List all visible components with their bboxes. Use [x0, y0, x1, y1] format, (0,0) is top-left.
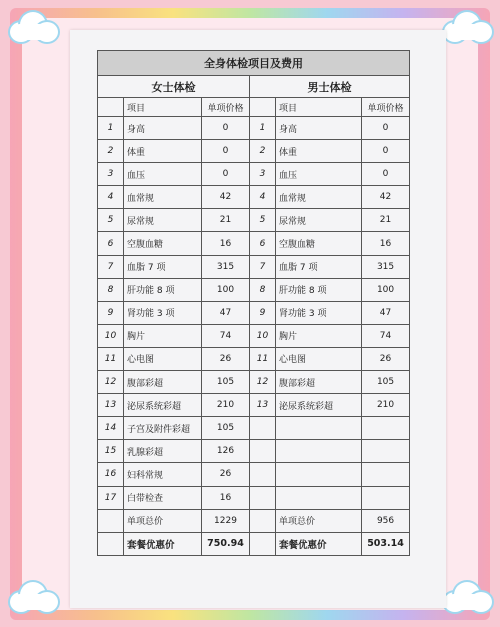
- men-total-spacer: [250, 509, 276, 532]
- women-item-header: 项目: [124, 98, 202, 117]
- women-row-item: 血脂 7 项: [124, 255, 202, 278]
- men-section-title: 男士体检: [250, 76, 410, 98]
- women-price-header: 单项价格: [202, 98, 250, 117]
- table-row: [98, 301, 410, 324]
- women-row-price: 47: [202, 301, 250, 324]
- women-row-number: 9: [98, 301, 124, 324]
- table-row: [98, 117, 410, 140]
- women-row-number: 1: [98, 117, 124, 140]
- women-row-price: 74: [202, 324, 250, 347]
- women-no-header: [98, 98, 124, 117]
- men-row-price: 26: [362, 347, 410, 370]
- men-package-spacer: [250, 532, 276, 555]
- men-row-number: 7: [250, 255, 276, 278]
- women-row-price: 42: [202, 186, 250, 209]
- women-row-item: 妇科常规: [124, 463, 202, 486]
- men-row-item: 心电图: [276, 347, 362, 370]
- women-row-number: 3: [98, 163, 124, 186]
- women-row-item: 血压: [124, 163, 202, 186]
- men-row-item: [276, 486, 362, 509]
- men-row-price: [362, 440, 410, 463]
- men-row-item: 腹部彩超: [276, 371, 362, 394]
- table-row: [98, 278, 410, 301]
- women-row-number: 16: [98, 463, 124, 486]
- women-row-price: 26: [202, 463, 250, 486]
- women-row-price: 26: [202, 347, 250, 370]
- men-row-number: 6: [250, 232, 276, 255]
- cloud-icon-bottom-left: [6, 580, 60, 614]
- men-row-item: 血压: [276, 163, 362, 186]
- women-row-price: 16: [202, 486, 250, 509]
- women-package-spacer: [98, 532, 124, 555]
- men-row-number: 12: [250, 371, 276, 394]
- women-row-price: 126: [202, 440, 250, 463]
- men-row-item: [276, 440, 362, 463]
- women-row-item: 腹部彩超: [124, 371, 202, 394]
- men-row-item: 肝功能 8 项: [276, 278, 362, 301]
- men-row-price: 16: [362, 232, 410, 255]
- price-table: [97, 50, 410, 556]
- men-row-number: [250, 463, 276, 486]
- women-row-number: 4: [98, 186, 124, 209]
- men-row-item: 血常规: [276, 186, 362, 209]
- women-row-price: 100: [202, 278, 250, 301]
- table-row: [98, 232, 410, 255]
- table-row: [98, 140, 410, 163]
- table-row: [98, 463, 410, 486]
- men-row-number: 11: [250, 347, 276, 370]
- table-row: [98, 255, 410, 278]
- men-row-price: [362, 463, 410, 486]
- men-row-price: 105: [362, 371, 410, 394]
- women-row-item: 乳腺彩超: [124, 440, 202, 463]
- women-row-item: 体重: [124, 140, 202, 163]
- men-row-number: 3: [250, 163, 276, 186]
- men-row-item: 尿常规: [276, 209, 362, 232]
- men-row-item: 体重: [276, 140, 362, 163]
- men-row-number: [250, 440, 276, 463]
- men-no-header: [250, 98, 276, 117]
- women-row-number: 17: [98, 486, 124, 509]
- men-row-price: 21: [362, 209, 410, 232]
- table-row: [98, 440, 410, 463]
- women-row-item: 空腹血糖: [124, 232, 202, 255]
- men-row-number: 1: [250, 117, 276, 140]
- women-row-price: 16: [202, 232, 250, 255]
- men-row-number: 5: [250, 209, 276, 232]
- men-row-item: [276, 417, 362, 440]
- table-row: [98, 209, 410, 232]
- men-row-item: 泌尿系统彩超: [276, 394, 362, 417]
- men-row-number: 13: [250, 394, 276, 417]
- men-row-price: 74: [362, 324, 410, 347]
- men-row-price: [362, 417, 410, 440]
- women-row-price: 210: [202, 394, 250, 417]
- men-price-header: 单项价格: [362, 98, 410, 117]
- women-total-label: 单项总价: [124, 509, 202, 532]
- men-package-value: 503.14: [362, 532, 410, 555]
- men-package-label: 套餐优惠价: [276, 532, 362, 555]
- men-row-price: 315: [362, 255, 410, 278]
- women-total-value: 1229: [202, 509, 250, 532]
- women-row-number: 15: [98, 440, 124, 463]
- women-row-item: 白带检查: [124, 486, 202, 509]
- women-total-spacer: [98, 509, 124, 532]
- men-row-number: [250, 417, 276, 440]
- men-row-price: 0: [362, 163, 410, 186]
- men-row-item: 血脂 7 项: [276, 255, 362, 278]
- women-section-title: 女士体检: [98, 76, 250, 98]
- men-row-item: 身高: [276, 117, 362, 140]
- men-row-item: 肾功能 3 项: [276, 301, 362, 324]
- women-row-number: 8: [98, 278, 124, 301]
- women-row-number: 7: [98, 255, 124, 278]
- table-row: [98, 186, 410, 209]
- women-row-price: 0: [202, 117, 250, 140]
- women-row-item: 尿常规: [124, 209, 202, 232]
- women-row-price: 315: [202, 255, 250, 278]
- men-row-number: 8: [250, 278, 276, 301]
- women-row-price: 0: [202, 140, 250, 163]
- men-row-price: 42: [362, 186, 410, 209]
- men-row-price: 100: [362, 278, 410, 301]
- women-row-number: 10: [98, 324, 124, 347]
- women-row-item: 身高: [124, 117, 202, 140]
- table-row: [98, 324, 410, 347]
- men-row-number: 10: [250, 324, 276, 347]
- men-row-item: 空腹血糖: [276, 232, 362, 255]
- women-row-item: 心电图: [124, 347, 202, 370]
- men-row-price: [362, 486, 410, 509]
- table-row: [98, 417, 410, 440]
- women-row-item: 胸片: [124, 324, 202, 347]
- men-item-header: 项目: [276, 98, 362, 117]
- women-row-number: 11: [98, 347, 124, 370]
- cloud-icon-bottom-right: [440, 580, 494, 614]
- women-row-number: 2: [98, 140, 124, 163]
- cloud-icon-top-right: [440, 10, 494, 44]
- women-row-number: 14: [98, 417, 124, 440]
- men-row-number: 4: [250, 186, 276, 209]
- men-row-price: 210: [362, 394, 410, 417]
- women-row-number: 6: [98, 232, 124, 255]
- women-row-price: 105: [202, 371, 250, 394]
- table-row: [98, 347, 410, 370]
- table-title: 全身体检项目及费用: [98, 51, 410, 76]
- cloud-icon-top-left: [6, 10, 60, 44]
- paper-sheet: [70, 30, 446, 608]
- women-row-price: 21: [202, 209, 250, 232]
- men-total-value: 956: [362, 509, 410, 532]
- women-row-number: 13: [98, 394, 124, 417]
- men-row-price: 0: [362, 140, 410, 163]
- women-row-item: 血常规: [124, 186, 202, 209]
- table-row: [98, 486, 410, 509]
- table-row: [98, 371, 410, 394]
- table-row: [98, 394, 410, 417]
- women-row-item: 泌尿系统彩超: [124, 394, 202, 417]
- table-row: [98, 163, 410, 186]
- women-row-item: 肝功能 8 项: [124, 278, 202, 301]
- men-row-number: [250, 486, 276, 509]
- men-row-price: 0: [362, 117, 410, 140]
- women-row-item: 肾功能 3 项: [124, 301, 202, 324]
- women-package-label: 套餐优惠价: [124, 532, 202, 555]
- men-row-item: [276, 463, 362, 486]
- men-row-number: 9: [250, 301, 276, 324]
- men-row-item: 胸片: [276, 324, 362, 347]
- men-total-label: 单项总价: [276, 509, 362, 532]
- men-row-price: 47: [362, 301, 410, 324]
- women-row-number: 12: [98, 371, 124, 394]
- men-row-number: 2: [250, 140, 276, 163]
- women-row-number: 5: [98, 209, 124, 232]
- women-row-price: 0: [202, 163, 250, 186]
- women-row-price: 105: [202, 417, 250, 440]
- women-package-value: 750.94: [202, 532, 250, 555]
- women-row-item: 子宫及附件彩超: [124, 417, 202, 440]
